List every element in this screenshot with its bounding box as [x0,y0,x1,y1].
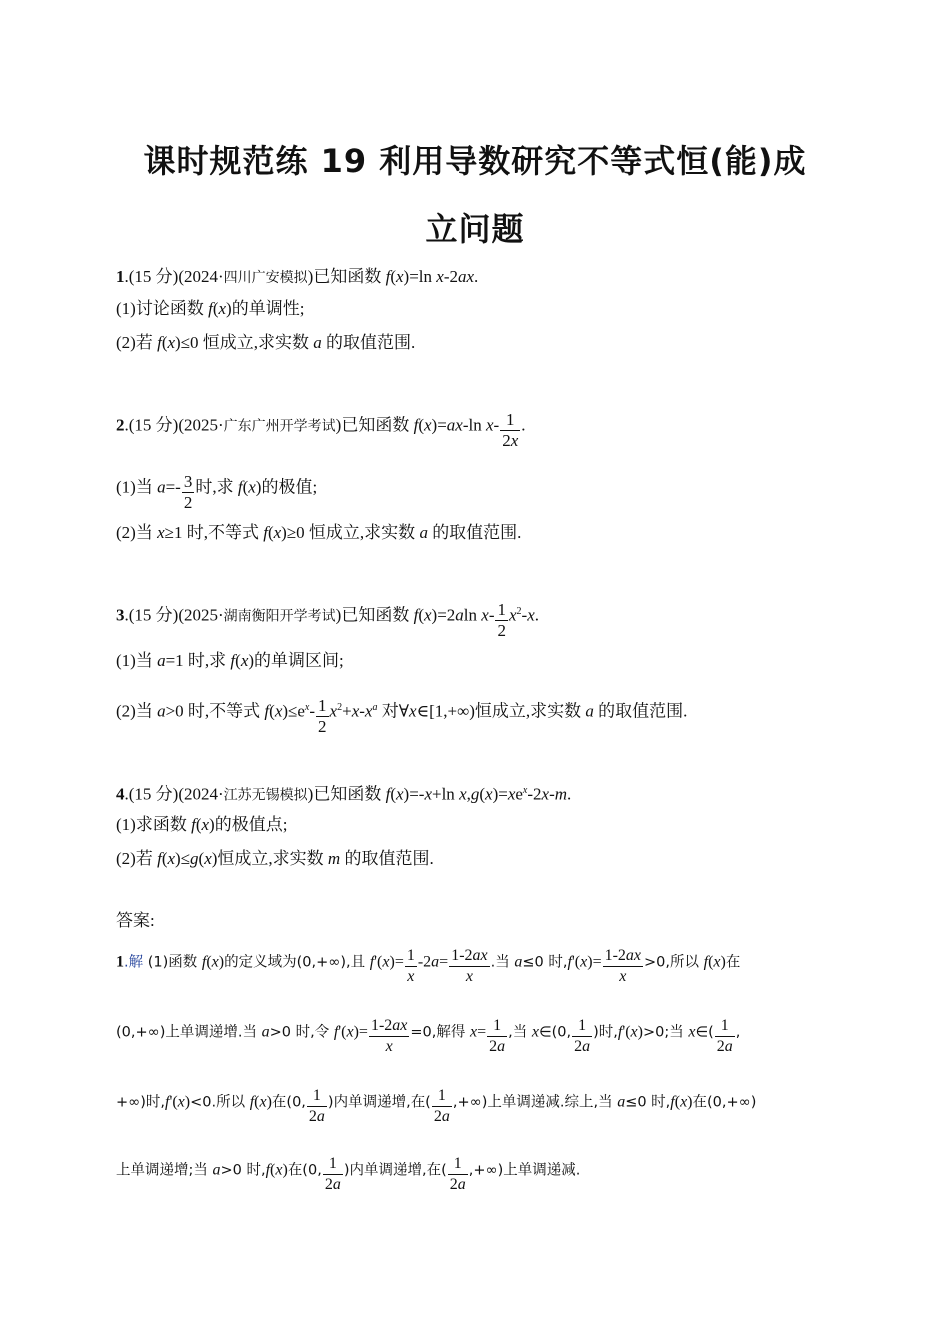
q2-number: 2 [116,415,125,435]
q2-stem: 2.(15 分)(2025·广东广州开学考试)已知函数 f(x)=ax-ln x- $\frac{1}{2x}$ . [116,410,526,450]
q1-number: 1 [116,267,125,286]
answers-label: 答案: [116,911,155,930]
page-title-line1: 课时规范练 19 利用导数研究不等式恒(能)成 [143,142,807,180]
answer1-line1: 1.解 (1)函数 f(x)的定义域为(0,+∞),且 f'(x)= $\frac{1}{x}$ -2a= $\frac{1-2ax}{x}$ .当 a≤0 时,f'(x)= $\frac{1-2ax}{x}$ >0,所以 f(x)在 [116,947,741,985]
answer1-line4: 上单调递增;当 a>0 时,f(x)在(0, $\frac{1}{2a}$ )内单调递增,在( $\frac{1}{2a}$ ,+∞)上单调递减. [116,1155,581,1193]
q3-number: 3 [116,605,125,625]
q2-part1: (1)当 a=- $\frac{3}{2}$ 时,求 f(x)的极值; [116,472,318,512]
q1-part1: (1)讨论函数 f(x)的单调性; [116,299,305,318]
answer1-line2: (0,+∞)上单调递增.当 a>0 时,令 f'(x)= $\frac{1-2ax}{x}$ =0,解得 x= $\frac{1}{2a}$ ,当 x∈(0, $\frac{1}{2a}$ )时,f'(x)>0;当 x∈( $\frac{1}{2a}$ , [116,1017,741,1055]
q4-part1: (1)求函数 f(x)的极值点; [116,815,288,834]
page-title-line2: 立问题 [425,210,525,248]
q1-part2: (2)若 f(x)≤0 恒成立,求实数 a 的取值范围. [116,333,416,352]
q4-source: 江苏无锡模拟 [223,787,308,804]
answer-jie: .解 [124,954,144,971]
q2-part2: (2)当 x≥1 时,不等式 f(x)≥0 恒成立,求实数 a 的取值范围. [116,523,522,542]
q3-part1: (1)当 a=1 时,求 f(x)的单调区间; [116,651,344,670]
q3-source: 湖南衡阳开学考试 [223,608,336,625]
q4-part2: (2)若 f(x)≤g(x)恒成立,求实数 m 的取值范围. [116,849,434,868]
q3-part2: (2)当 a>0 时,不等式 $f(x)\le e^x-$ $\frac{1}{2}$ $x^2+x-x^a$ 对∀x∈[1,+∞)恒成立,求实数 a 的取值范围. [116,696,688,736]
q1-stem: 1.(15 分)(2024·四川广安模拟)已知函数 f(x)=ln x-2ax. [116,267,479,286]
q4-stem: 4.(15 分)(2024·江苏无锡模拟)已知函数 f(x)=-x+ln $x,g(x)=xe^x-2x-m$. [116,784,572,804]
q2-source: 广东广州开学考试 [223,418,336,435]
q4-number: 4 [116,784,125,804]
answer1-line3: +∞)时,f'(x)<0.所以 f(x)在(0, $\frac{1}{2a}$ )内单调递增,在( $\frac{1}{2a}$ ,+∞)上单调递减.综上,当 a≤0 时,f(x)在(0,+∞) [116,1087,757,1125]
q3-stem: 3.(15 分)(2025·湖南衡阳开学考试)已知函数 f(x)=2aln x- $\frac{1}{2}$ $x^2-x$. [116,600,539,640]
q1-source: 四川广安模拟 [223,270,308,286]
